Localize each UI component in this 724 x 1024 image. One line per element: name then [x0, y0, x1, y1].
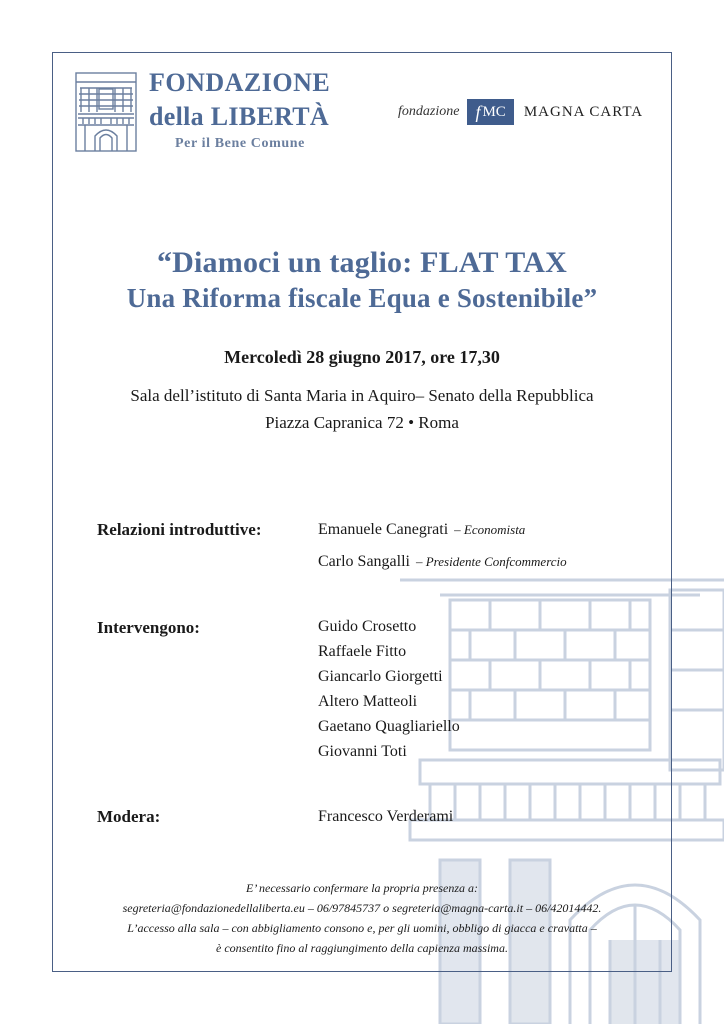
dress-code-line2: è consentito fino al raggiungimento della capienza massima. — [216, 941, 508, 955]
rsvp-contacts: segreteria@fondazionedellaliberta.eu – 06/97845737 o segreteria@magna-carta.it – 06/42014442. — [122, 901, 602, 915]
relazioni-label: Relazioni introduttive: — [97, 520, 262, 539]
magna-carta-logo — [398, 95, 643, 129]
rsvp-line1: E’ necessario confermare la propria presenza a: — [246, 881, 478, 895]
speaker-role: – Presidente Confcommercio — [415, 554, 567, 569]
panelist-name: Guido Crosetto — [318, 618, 417, 635]
org-name-line1: FONDAZIONE — [149, 68, 331, 97]
intervengono-label: Intervengono: — [97, 618, 200, 637]
fmc-badge — [467, 99, 513, 125]
dress-code-line1: L’accesso alla sala – con abbigliamento consono e, per gli uomini, obbligo di giacca e cravatta – — [127, 921, 597, 935]
fmc-badge-f: f — [475, 101, 481, 122]
speaker-name: Emanuele Canegrati — [318, 521, 449, 538]
panelist-name: Giovanni Toti — [318, 743, 407, 760]
panelist-name: Raffaele Fitto — [318, 643, 407, 660]
palazzo-facade-icon — [75, 72, 137, 152]
org-name-line2: della LIBERTÀ — [149, 102, 329, 131]
moderator-name: Francesco Verderami — [318, 808, 454, 825]
rsvp-notice — [52, 878, 672, 958]
event-venue-line1: Sala dell’istituto di Santa Maria in Aquiro– Senato della Repubblica — [130, 386, 594, 405]
speaker-item — [318, 553, 567, 571]
speaker-role: – Economista — [454, 522, 526, 537]
event-date: Mercoledì 28 giugno 2017, ore 17,30 — [224, 347, 500, 367]
fondazione-liberta-logo — [75, 68, 365, 154]
speaker-name: Carlo Sangalli — [318, 553, 410, 570]
event-title-line2: Una Riforma fiscale Equa e Sostenibile” — [126, 283, 598, 313]
event-title-line1: “Diamoci un taglio: FLAT TAX — [156, 246, 568, 279]
org-motto: Per il Bene Comune — [175, 136, 305, 151]
fmc-badge-text: MC — [482, 103, 506, 120]
panelist-name: Altero Matteoli — [318, 693, 418, 710]
logo-prefix: fondazione — [398, 104, 460, 119]
event-venue-line2: Piazza Capranica 72 • Roma — [265, 413, 459, 432]
page-border-frame — [52, 52, 672, 972]
panelist-name: Gaetano Quagliariello — [318, 718, 460, 735]
speaker-item — [318, 521, 525, 539]
panelist-name: Giancarlo Giorgetti — [318, 668, 443, 685]
magna-carta-name: MAGNA CARTA — [523, 103, 644, 120]
modera-label: Modera: — [97, 807, 161, 826]
